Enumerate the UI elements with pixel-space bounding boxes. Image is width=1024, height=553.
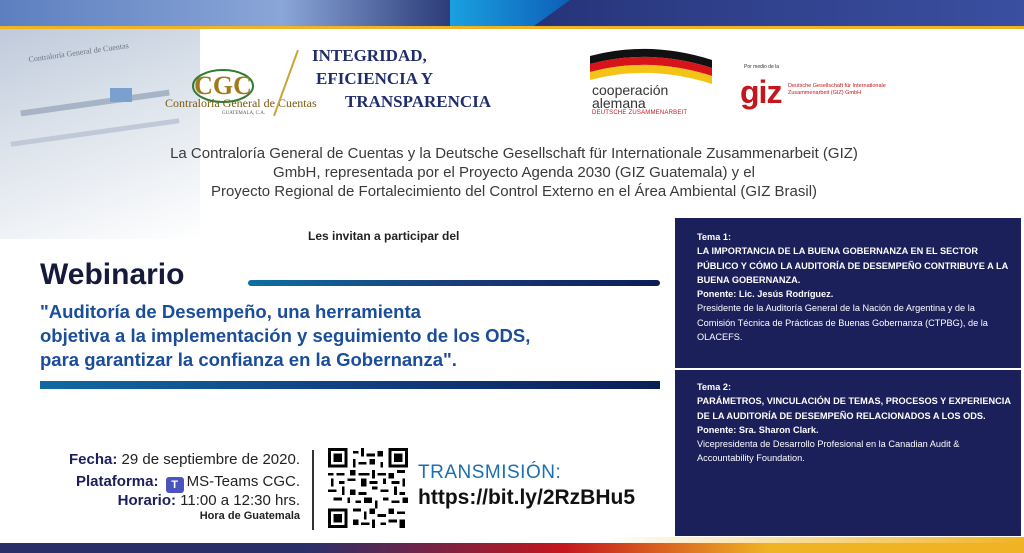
webinar-subject (40, 300, 680, 372)
intro-line: GmbH, representada por el Proyecto Agenda 2030 (GIZ Guatemala) y el (273, 164, 755, 181)
bottom-band (0, 543, 1024, 553)
info-divider (312, 450, 314, 530)
flag-image (110, 88, 132, 102)
giz-subtitle: Deutsche Gesellschaft für Internationale Zusammenarbeit (GIZ) GmbH (788, 83, 886, 96)
subject-line: para garantizar la confianza en la Gobernanza". (40, 349, 457, 370)
subject-line: "Auditoría de Desempeño, una herramienta (40, 301, 421, 322)
topics-panel (675, 218, 1021, 536)
cgc-city: GUATEMALA, C.A. (222, 111, 266, 116)
intro-text (40, 144, 988, 201)
cgc-logo-text: CGC (194, 71, 252, 100)
coop-line: alemana (592, 95, 646, 111)
topic-speaker: Ponente: Sra. Sharon Clark. (697, 424, 819, 435)
event-time (118, 492, 300, 509)
cooperacion-alemana (592, 84, 668, 110)
topic-title: PARÁMETROS, VINCULACIÓN DE TEMAS, PROCESOS Y EXPERIENCIA DE LA AUDITORÍA DE DESEMPEÑO RELACIONADOS A LOS ODS. (697, 396, 1011, 421)
topic-bio: Presidente de la Auditoría General de la Nación de Argentina y de la Comisión Técnica de Prácticas de Buenas Gobernanza (CTPBG), de la OLACEFS. (697, 303, 988, 343)
event-platform (76, 473, 300, 493)
subject-line: objetiva a la implementación y seguimiento de los ODS, (40, 325, 531, 346)
qr-code-icon[interactable] (328, 448, 408, 528)
topic-title: LA IMPORTANCIA DE LA BUENA GOBERNANZA EN EL SECTOR PÚBLICO Y CÓMO LA AUDITORÍA DE DESEMPEÑO CONTRIBUYE A LA BUENA GOBERNANZA. (697, 246, 1008, 285)
topic-2 (697, 380, 1015, 466)
event-date (69, 451, 300, 468)
top-band-highlight (0, 0, 470, 26)
coop-line: cooperación (592, 82, 669, 98)
webinar-title: Webinario (40, 258, 185, 291)
topic-bio: Vicepresidenta de Desarrollo Profesional en la Canadian Audit & Accountability Foundation. (697, 439, 960, 464)
por-medio-label: Por medio de la (744, 64, 780, 70)
coop-subtitle: DEUTSCHE ZUSAMMENARBEIT (592, 110, 688, 116)
title-underline (248, 280, 660, 286)
transmission-link[interactable]: https://bit.ly/2RzBHu5 (418, 486, 636, 509)
transmission-label: TRANSMISIÓN: (418, 462, 562, 483)
topics-divider (675, 368, 1021, 370)
date-value: 29 de septiembre de 2020. (117, 451, 300, 468)
giz-logo: giz (740, 74, 782, 110)
topic-speaker: Ponente: Lic. Jesús Rodríguez. (697, 289, 834, 300)
date-label: Fecha: (69, 451, 118, 468)
subject-underline (40, 381, 660, 389)
intro-line: La Contraloría General de Cuentas y la Deutsche Gesellschaft für Internationale Zusammenarbeit (GIZ) (170, 145, 858, 162)
motto (312, 44, 491, 113)
building-sign: Contraloría General de Cuentas (27, 41, 130, 64)
intro-line: Proyecto Regional de Fortalecimiento del Control Externo en el Área Ambiental (GIZ Brasil) (210, 183, 818, 200)
platform-value: MS-Teams CGC. (186, 473, 300, 490)
time-value: 11:00 a 12:30 hrs. (176, 492, 300, 509)
cgc-name: Contraloría General de Cuentas (165, 96, 317, 110)
motto-line: INTEGRIDAD, (312, 46, 427, 65)
topic-1 (697, 230, 1015, 344)
timezone-note: Hora de Guatemala (199, 510, 300, 522)
motto-line: EFICIENCIA Y (316, 69, 433, 88)
topic-label: Tema 1: (697, 232, 732, 242)
invite-text: Les invitan a participar del (308, 229, 460, 243)
topic-label: Tema 2: (697, 382, 732, 392)
motto-line: TRANSPARENCIA (345, 92, 492, 111)
time-label: Horario: (117, 492, 177, 509)
platform-label: Plataforma: (75, 473, 159, 490)
teams-icon: T (166, 477, 184, 493)
